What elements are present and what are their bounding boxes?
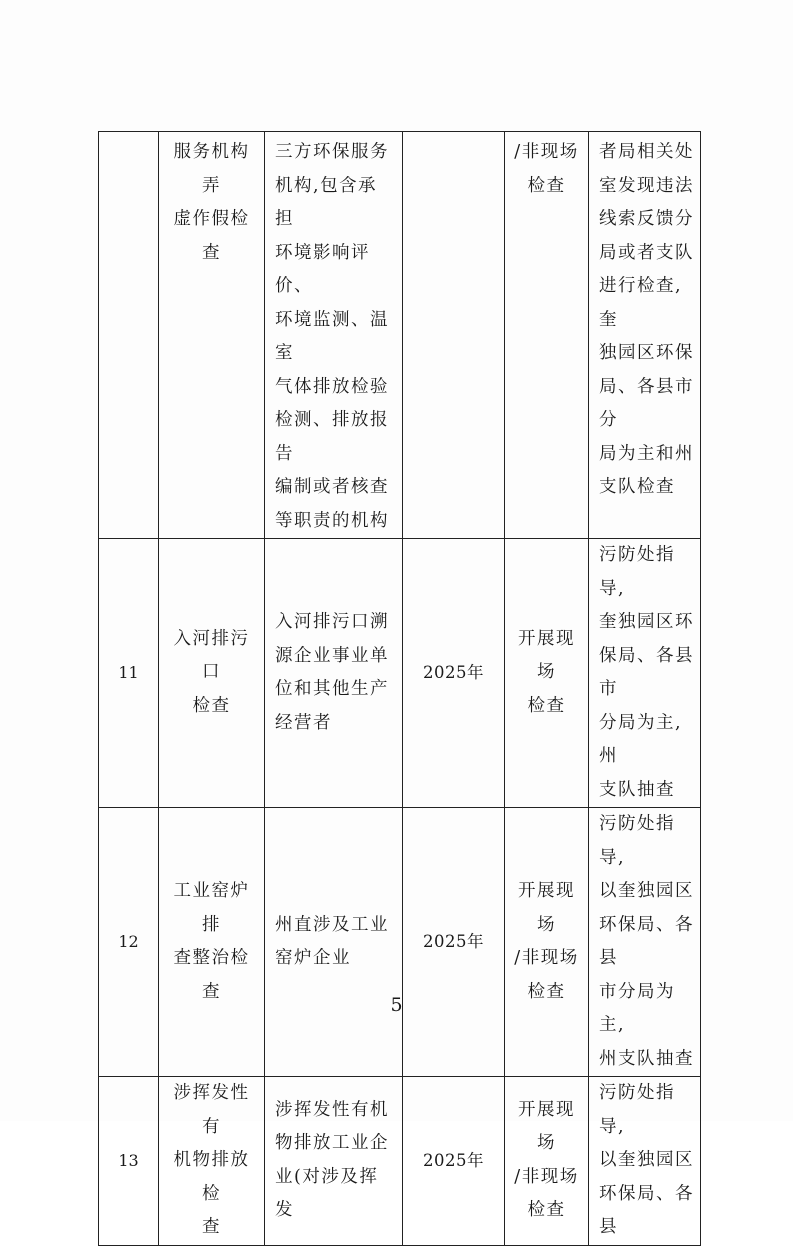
row-number: 13 — [99, 1077, 159, 1246]
inspection-item: 涉挥发性有 机物排放检 查 — [159, 1077, 265, 1246]
row-number — [99, 132, 159, 539]
inspection-schedule-table — [98, 131, 701, 1246]
inspection-object: 三方环保服务 机构,包含承担 环境影响评价、 环境监测、温室 气体排放检验 检测、排放报告 编制或者核查 等职责的机构 — [265, 132, 403, 539]
inspection-mode: 开展现场 /非现场 检查 — [505, 808, 589, 1077]
inspection-item: 服务机构弄 虚作假检查 — [159, 132, 265, 539]
table-row — [99, 1077, 701, 1246]
inspection-item: 工业窑炉排 查整治检查 — [159, 808, 265, 1077]
inspection-mode: 开展现场 /非现场 检查 — [505, 1077, 589, 1246]
inspection-time: 2025年 — [403, 808, 505, 1077]
inspection-object: 涉挥发性有机 物排放工业企 业(对涉及挥发 — [265, 1077, 403, 1246]
row-number: 11 — [99, 539, 159, 808]
inspection-object: 州直涉及工业 窑炉企业 — [265, 808, 403, 1077]
table-row — [99, 808, 701, 1077]
row-number: 12 — [99, 808, 159, 1077]
responsible-unit: 污防处指导, 奎独园区环 保局、各县市 分局为主,州 支队抽查 — [589, 539, 701, 808]
inspection-item: 入河排污口 检查 — [159, 539, 265, 808]
responsible-unit: 污防处指导, 以奎独园区 环保局、各县 — [589, 1077, 701, 1246]
inspection-time: 2025年 — [403, 539, 505, 808]
inspection-time: 2025年 — [403, 1077, 505, 1246]
page-number: 5 — [390, 994, 403, 1016]
table-row — [99, 132, 701, 539]
responsible-unit: 污防处指导, 以奎独园区 环保局、各县 市分局为主, 州支队抽查 — [589, 808, 701, 1077]
inspection-object: 入河排污口溯 源企业事业单 位和其他生产 经营者 — [265, 539, 403, 808]
responsible-unit: 者局相关处 室发现违法 线索反馈分 局或者支队 进行检查,奎 独园区环保 局、各县市分 局为主和州 支队检查 — [589, 132, 701, 539]
table-row — [99, 539, 701, 808]
inspection-mode: /非现场 检查 — [505, 132, 589, 539]
inspection-time — [403, 132, 505, 539]
inspection-mode: 开展现场 检查 — [505, 539, 589, 808]
